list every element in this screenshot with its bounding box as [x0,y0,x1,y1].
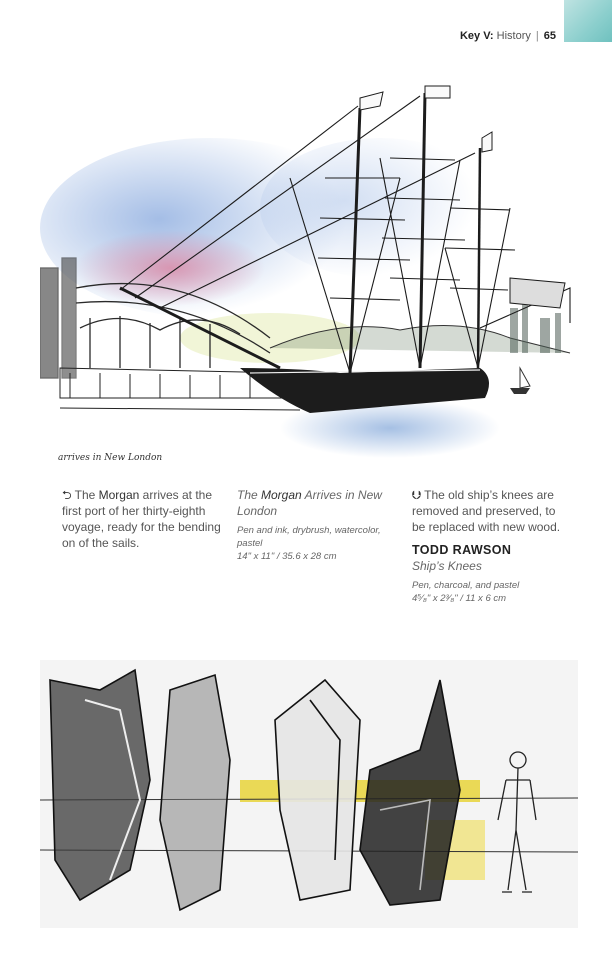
arrow-up-icon: ⮌ [62,488,72,502]
section-color-tab [564,0,612,42]
ships-knees-svg [40,660,578,928]
artwork2-medium: Pen, charcoal, and pastel [412,580,520,591]
header-section: History [496,30,531,42]
caption-left [62,487,230,551]
caption-middle [237,487,387,563]
caption-left-text: arrives at the first port of her thirty-eighth voyage, ready for the bending on of the sails. [62,488,221,550]
artwork-title-ship: Morgan [261,488,302,502]
caption-left-ship: Morgan [98,488,140,502]
ship-illustration-svg [40,68,578,468]
artwork-title [237,487,387,519]
artwork2-dimensions: 4⁵⁄₈" x 2³⁄₈" / 11 x 6 cm [412,593,507,604]
caption-right [412,487,572,605]
running-header [460,30,556,42]
ship-illustration [40,68,578,468]
header-key: Key V: [459,30,494,42]
artwork-title-post: Arrives in New London [237,488,382,518]
page-number: 65 [543,30,556,42]
ships-knees-illustration [40,660,578,928]
artwork-medium: Pen and ink, drybrush, watercolor, pastel [237,525,381,549]
header-separator: | [535,30,539,42]
caption-left-pre: The [74,488,99,502]
artwork-signature: arrives in New London [58,453,163,463]
caption-right-body [412,487,572,535]
artwork2-title: Ship’s Knees [412,559,482,573]
artist-name: TODD RAWSON [412,543,512,557]
sky-wash-pink [75,230,265,306]
artwork-dimensions: 14" x 11" / 35.6 x 28 cm [237,551,337,562]
artwork-title-pre: The [237,488,262,502]
arrow-down-icon: ⮋ [412,488,422,502]
caption-right-text: The old ship’s knees are removed and preserved, to be replaced with new wood. [412,488,561,534]
